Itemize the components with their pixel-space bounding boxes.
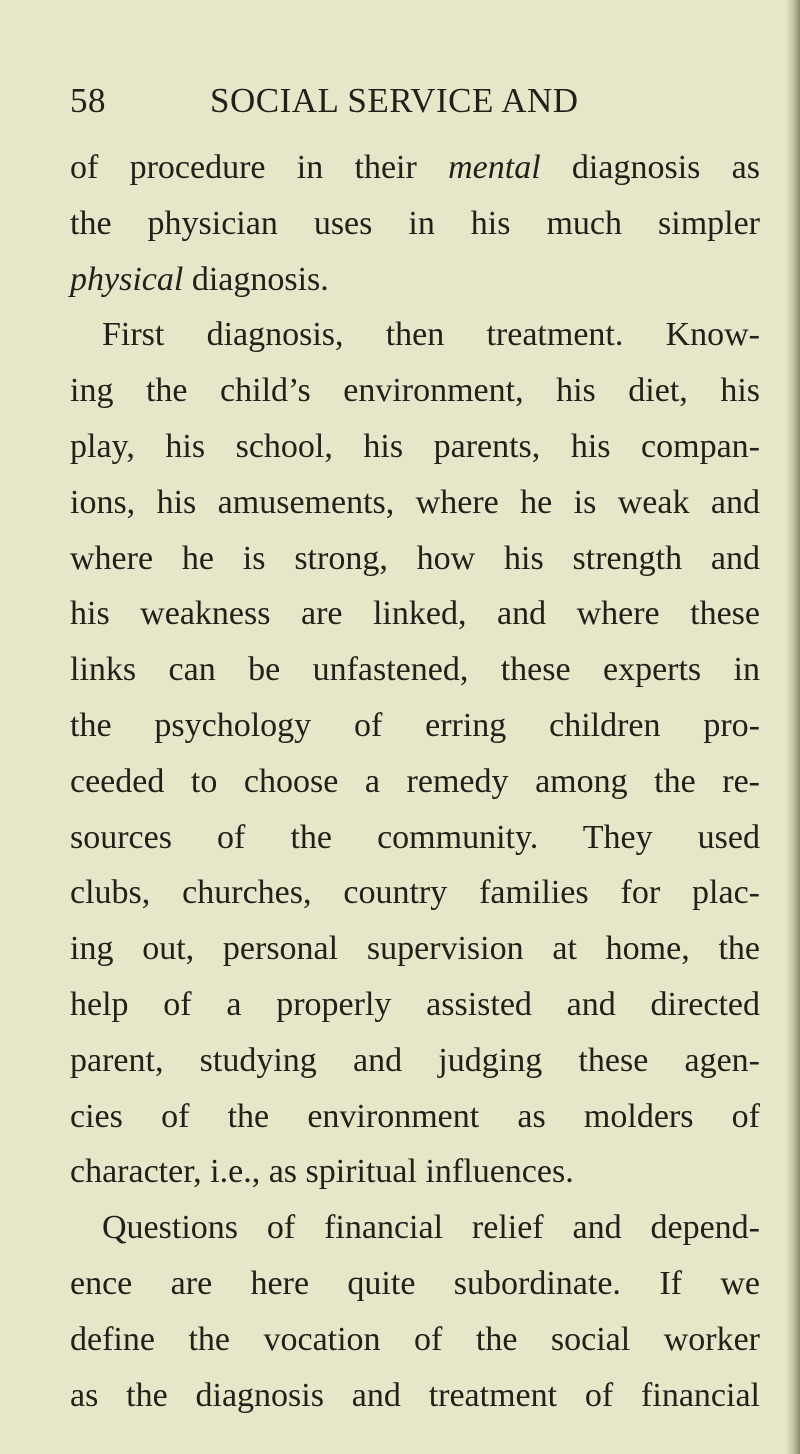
text-line-13: sources of the community. They used [70,818,760,856]
text-line-12: ceeded to choose a remedy among the re- [70,762,760,800]
text-line-23: as the diagnosis and treatment of financial [70,1376,760,1414]
text-line-17: parent, studying and judging these agen- [70,1041,760,1079]
text-line-7: ions, his amusements, where he is weak and [70,483,760,521]
page-header [70,76,760,126]
text-line-10: links can be unfastened, these experts in [70,651,760,689]
text-line-15: ing out, personal supervision at home, the [70,930,760,968]
running-head: SOCIAL SERVICE AND [210,81,579,120]
text-line-18: cies of the environment as molders of [70,1097,760,1135]
text-line-5: ing the child’s environment, his diet, his [70,372,760,410]
text-line-21: ence are here quite subordinate. If we [70,1264,760,1302]
page-number: 58 [70,81,106,120]
italic-word: physical [70,260,184,298]
italic-word: mental [448,149,541,186]
page-edge-shadow [786,0,800,1454]
text-segment: diagnosis as [540,149,760,186]
text-line-11: the psychology of erring children pro- [70,706,760,744]
text-segment: diagnosis. [183,260,329,298]
text-line-20: Questions of financial relief and depend- [102,1209,760,1247]
text-line-22: define the vocation of the social worker [70,1320,760,1358]
text-line-4: First diagnosis, then treatment. Know- [102,316,760,354]
text-line-9: his weakness are linked, and where these [70,595,760,633]
text-line-8: where he is strong, how his strength and [70,539,760,577]
body-text [70,140,760,1423]
text-line-1 [70,140,760,196]
text-line-3 [70,252,760,308]
text-segment: of procedure in their [70,149,449,186]
text-line-6: play, his school, his parents, his compan- [70,427,760,465]
text-line-14: clubs, churches, country families for plac- [70,874,760,912]
text-line-19: character, i.e., as spiritual influences. [70,1153,574,1191]
text-line-16: help of a properly assisted and directed [70,985,760,1023]
text-line-2: the physician uses in his much simpler [70,204,760,242]
